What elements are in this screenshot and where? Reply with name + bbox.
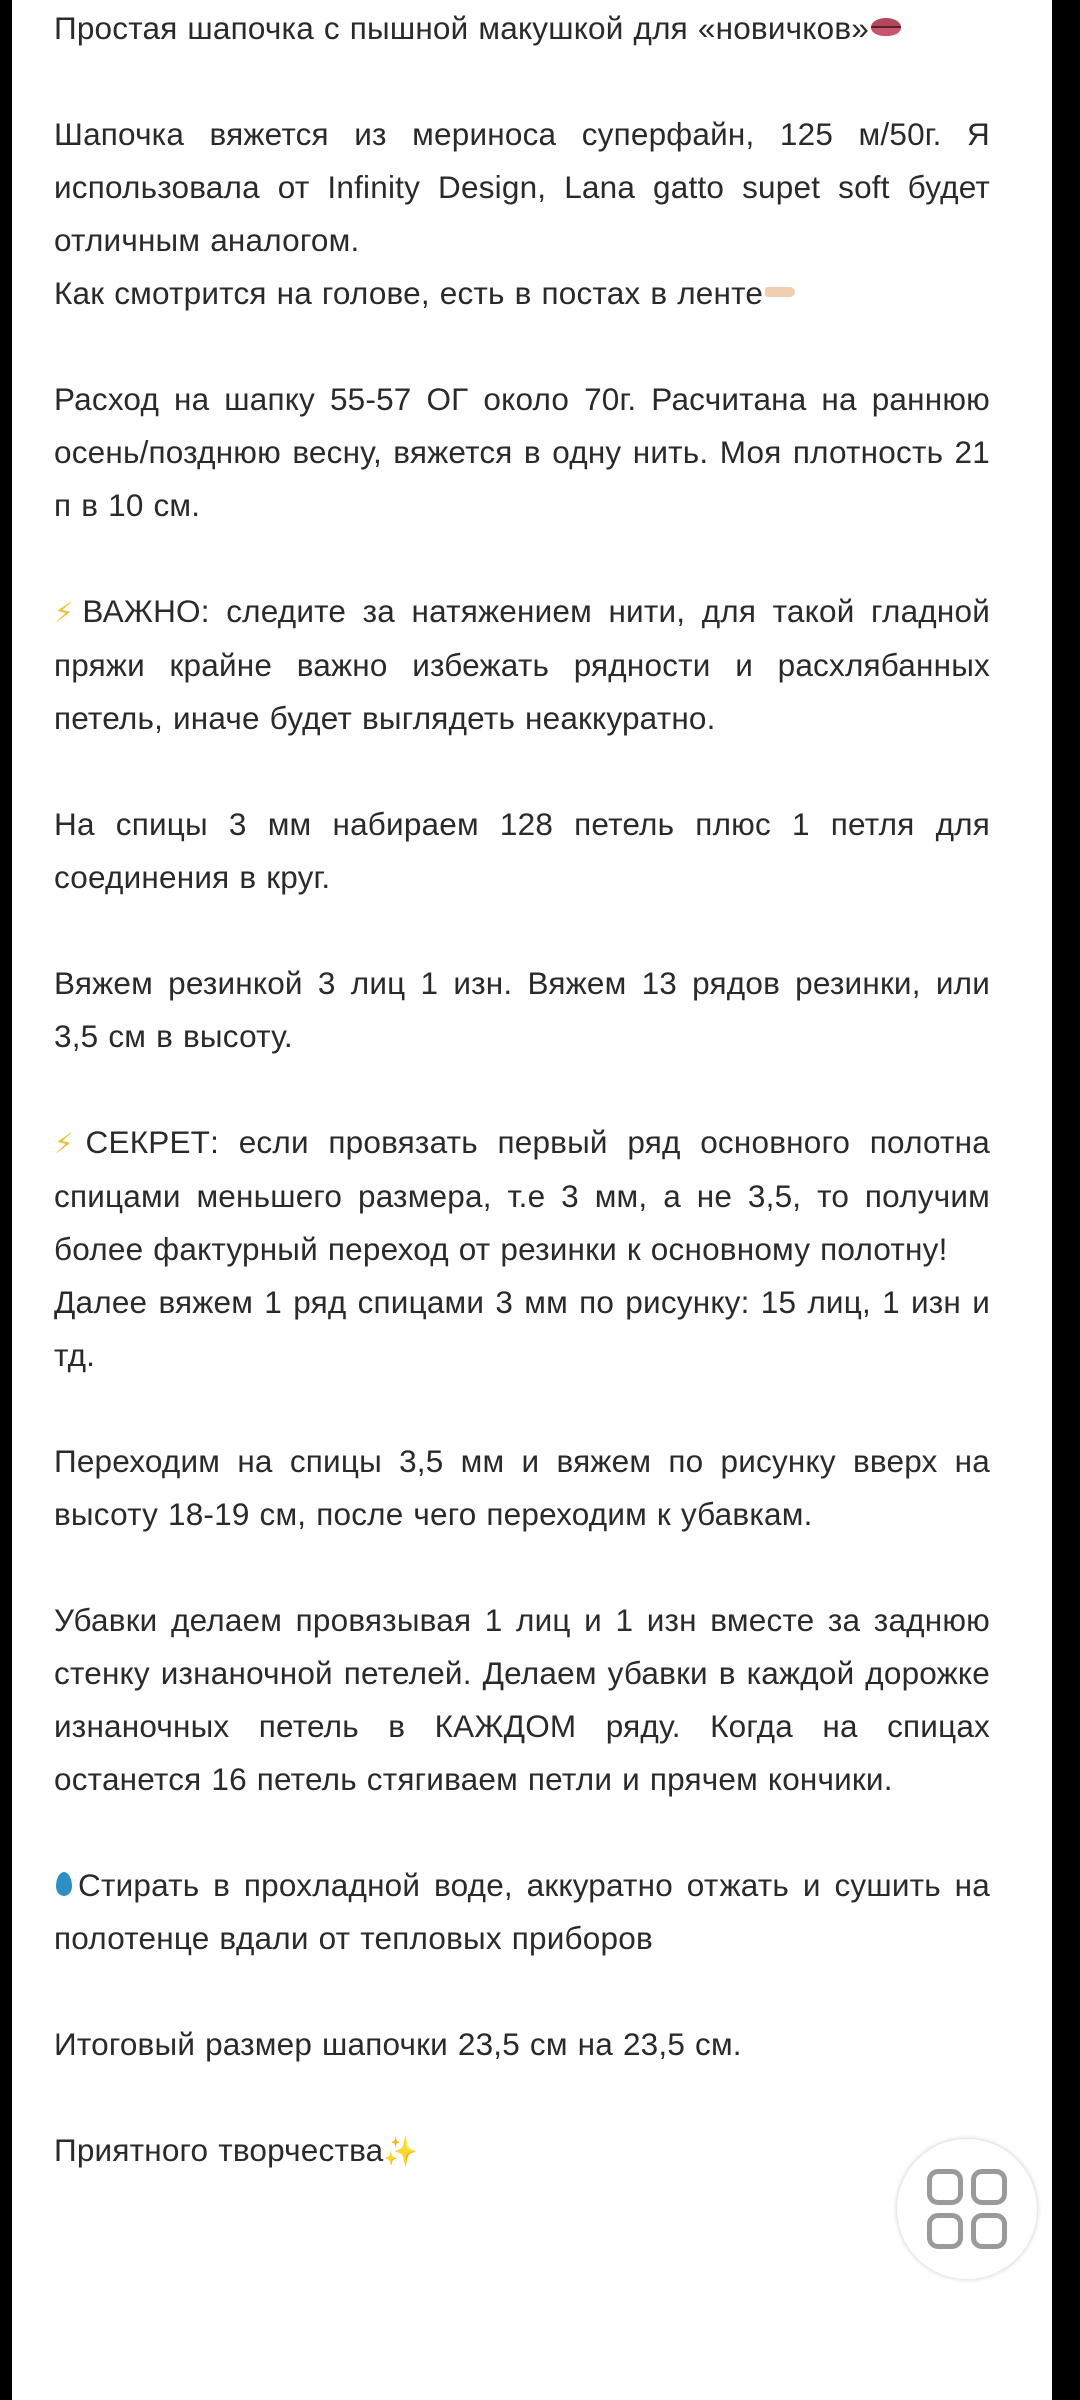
- paragraph-yarn: [54, 108, 990, 320]
- paragraph-title: [54, 2, 990, 55]
- paragraph-decreases: [54, 1594, 990, 1806]
- paragraph-washing: [54, 1859, 990, 1965]
- important-text: ВАЖНО: следите за натяжением нити, для такой гладной пряжи крайне важно избежать рядности и расхлябанных петель, иначе будет выглядеть неаккуратно.: [54, 593, 990, 736]
- paragraph-final-size: [54, 2018, 990, 2071]
- final-size-text: Итоговый размер шапочки 23,5 см на 23,5 см.: [54, 2026, 742, 2062]
- document-page: [12, 0, 1052, 2400]
- main-body-text: Переходим на спицы 3,5 мм и вяжем по рисунку вверх на высоту 18-19 см, после чего переходим к убавкам.: [54, 1443, 990, 1532]
- pattern-row-text: Далее вяжем 1 ряд спицами 3 мм по рисунку: 15 лиц, 1 изн и тд.: [54, 1284, 990, 1373]
- sparkles-icon: ✨: [383, 2135, 419, 2168]
- lips-emoji-icon: [871, 18, 901, 36]
- lightning-icon: ⚡: [54, 596, 81, 629]
- consumption-text: Расход на шапку 55-57 ОГ около 70г. Расчитана на раннюю осень/позднюю весну, вяжется в одну нить. Моя плотность 21 п в 10 см.: [54, 381, 990, 523]
- secret-text: СЕКРЕТ: если провязать первый ряд основного полотна спицами меньшего размера, т.е 3 мм, а не 3,5, то получим более фактурный переход от резинки к основному полотну!: [54, 1124, 990, 1267]
- paragraph-ribbing: [54, 957, 990, 1063]
- paragraph-main-body: [54, 1435, 990, 1541]
- floating-app-grid-button[interactable]: [896, 2138, 1038, 2280]
- decreases-text: Убавки делаем провязывая 1 лиц и 1 изн вместе за заднюю стенку изнаночной петелей. Делаем убавки в каждой дорожке изнаночных петель в КАЖДОМ ряду. Когда на спицах останется 16 петель стягиваем петли и прячем кончики.: [54, 1602, 990, 1797]
- app-grid-icon: [971, 2169, 1007, 2205]
- paragraph-important: [54, 585, 990, 745]
- paragraph-consumption: [54, 373, 990, 532]
- washing-text: Стирать в прохладной воде, аккуратно отжать и сушить на полотенце вдали от тепловых приборов: [54, 1867, 990, 1956]
- ribbing-text: Вяжем резинкой 3 лиц 1 изн. Вяжем 13 рядов резинки, или 3,5 см в высоту.: [54, 965, 990, 1054]
- pointing-hand-icon: [765, 287, 795, 297]
- title-text: Простая шапочка с пышной макушкой для «новичков»: [54, 10, 869, 46]
- paragraph-closing: [54, 2124, 990, 2178]
- lightning-icon: ⚡: [54, 1127, 84, 1160]
- cast-on-text: На спицы 3 мм набираем 128 петель плюс 1 петля для соединения в круг.: [54, 806, 990, 895]
- head-photo-text: Как смотрится на голове, есть в постах в ленте: [54, 275, 764, 311]
- water-drop-icon: [56, 1872, 72, 1896]
- closing-text: Приятного творчества: [54, 2132, 384, 2168]
- app-grid-icon: [927, 2213, 963, 2249]
- paragraph-cast-on: [54, 798, 990, 904]
- app-grid-icon: [927, 2169, 963, 2205]
- app-grid-icon: [971, 2213, 1007, 2249]
- post-text: [54, 2, 990, 2178]
- paragraph-secret: [54, 1116, 990, 1382]
- yarn-text: Шапочка вяжется из мериноса суперфайн, 125 м/50г. Я использовала от Infinity Design, Lana gatto supet soft будет отличным аналогом.: [54, 116, 990, 258]
